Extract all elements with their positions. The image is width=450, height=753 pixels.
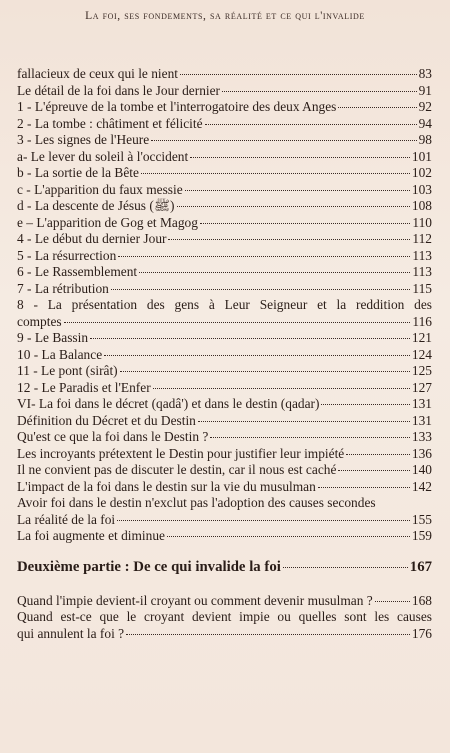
toc-entry <box>17 593 432 610</box>
toc-page-number: 168 <box>411 592 432 608</box>
toc-page-number: 110 <box>412 214 432 230</box>
toc-page-number: 131 <box>411 396 432 411</box>
toc-entry <box>17 281 432 298</box>
toc-page-number: 94 <box>418 115 432 131</box>
part-heading <box>17 559 432 577</box>
toc-entry-text: 1 - L'épreuve de la tombe et l'interrogatoire des deux Anges <box>17 99 337 114</box>
dot-leader <box>338 470 410 471</box>
toc-entry <box>17 512 432 529</box>
toc-entry-text: Qu'est ce que la foi dans le Destin ? <box>17 429 209 444</box>
dot-leader <box>151 140 416 141</box>
dot-leader <box>167 536 410 537</box>
toc-entry-text: Les incroyants prétextent le Destin pour justifier leur impiété <box>17 445 345 461</box>
toc-entry-text: 10 - La Balance <box>17 346 103 362</box>
dot-leader <box>185 190 410 191</box>
toc-entry-text: b - La sortie de la Bête <box>17 165 139 180</box>
toc-entry-text: 11 - Le pont (sirât) <box>17 363 118 378</box>
toc-page-number: 92 <box>418 99 432 114</box>
toc-page-number: 136 <box>411 445 432 461</box>
toc-entry-text: 9 - Le Bassin <box>17 330 89 345</box>
dot-leader <box>346 454 410 455</box>
toc-page-number: 108 <box>411 198 432 213</box>
toc-entry <box>17 380 432 397</box>
dot-leader <box>205 124 417 125</box>
dot-leader <box>64 322 411 323</box>
toc-entry-text: a- Le lever du soleil à l'occident <box>17 148 189 164</box>
dot-leader <box>104 355 410 356</box>
toc-entry-text: 7 - La rétribution <box>17 280 109 296</box>
toc-entry <box>17 528 432 545</box>
part-heading-text: Deuxième partie : De ce qui invalide la foi <box>17 558 281 575</box>
toc-page-number: 83 <box>418 66 432 81</box>
dot-leader <box>198 421 410 422</box>
toc-page-number: 101 <box>411 148 432 164</box>
toc-page-number: 121 <box>411 330 432 345</box>
toc-entry-text: 4 - Le début du dernier Jour <box>17 231 167 246</box>
toc-page-number: 112 <box>412 231 432 246</box>
toc-page-number: 115 <box>412 280 432 296</box>
toc-entry <box>17 231 432 248</box>
dot-leader <box>318 487 410 488</box>
toc-entry <box>17 264 432 281</box>
toc-entry <box>17 198 432 215</box>
toc-entry <box>17 479 432 496</box>
toc-entry <box>17 363 432 380</box>
toc-entry-text: VI- La foi dans le décret (qadâ') et dans le destin (qadar) <box>17 396 320 411</box>
toc-entry-text: La foi augmente et diminue <box>17 528 165 543</box>
dot-leader <box>90 338 410 339</box>
toc-entry <box>17 132 432 149</box>
dot-leader <box>141 173 410 174</box>
dot-leader <box>177 206 410 207</box>
toc-page-number: 91 <box>418 82 432 98</box>
toc-entry <box>17 297 432 330</box>
toc-entry-text: d - La descente de Jésus (ﷺ) <box>17 198 175 213</box>
dot-leader <box>118 256 410 257</box>
toc-entry-text: 12 - Le Paradis et l'Enfer <box>17 379 151 395</box>
toc-page-number: 127 <box>411 379 432 395</box>
toc-entry-text: La réalité de la foi <box>17 511 116 527</box>
toc-page-number: 98 <box>418 132 432 147</box>
toc-entry-text: 2 - La tombe : châtiment et félicité <box>17 115 203 131</box>
toc-entry-text: Le détail de la foi dans le Jour dernier <box>17 82 221 98</box>
toc-page-number: 159 <box>411 528 432 543</box>
toc-entry-text: Avoir foi dans le destin n'exclut pas l'adoption des causes secondes <box>17 495 376 510</box>
toc-entry-text: 6 - Le Rassemblement <box>17 264 138 279</box>
dot-leader <box>180 74 417 75</box>
dot-leader <box>190 157 410 158</box>
dot-leader <box>117 520 410 521</box>
toc-page-number: 113 <box>412 247 432 263</box>
dot-leader <box>321 404 409 405</box>
toc-entry <box>17 396 432 413</box>
dot-leader <box>126 634 410 635</box>
toc-page-number: 142 <box>411 478 432 494</box>
dot-leader <box>283 567 408 568</box>
toc-entry-text: L'impact de la foi dans le destin sur la vie du musulman <box>17 478 316 494</box>
toc-entry-text: 5 - La résurrection <box>17 247 117 263</box>
toc-page-number: 167 <box>409 558 432 575</box>
dot-leader <box>111 289 411 290</box>
dot-leader <box>375 601 410 602</box>
toc-entry <box>17 330 432 347</box>
toc-entry <box>17 347 432 364</box>
dot-leader <box>139 272 410 273</box>
toc-entry <box>17 116 432 133</box>
toc-entry <box>17 429 432 446</box>
toc-entry-text: fallacieux de ceux qui le nient <box>17 66 178 81</box>
running-header: La foi, ses fondements, sa réalité et ce qui l'invalide <box>85 10 365 22</box>
toc-entry-text: qui annulent la foi ? <box>17 625 125 641</box>
toc-entry <box>17 495 432 512</box>
dot-leader <box>210 437 410 438</box>
toc-page-number: 102 <box>411 165 432 180</box>
toc-entry <box>17 446 432 463</box>
toc-page-number: 125 <box>411 363 432 378</box>
toc-entry <box>17 182 432 199</box>
toc-entry-text: Quand l'impie devient-il croyant ou comment devenir musulman ? <box>17 592 373 608</box>
toc-page-number: 140 <box>411 462 432 477</box>
toc-entry <box>17 99 432 116</box>
toc-page-number: 131 <box>411 412 432 428</box>
toc-page-number: 133 <box>411 429 432 444</box>
toc-entry <box>17 149 432 166</box>
toc-entry <box>17 462 432 479</box>
toc-entry-text: 3 - Les signes de l'Heure <box>17 132 150 147</box>
toc-entry-text: 8 - La présentation des gens à Leur Seigneur et la reddition des <box>17 297 432 312</box>
toc-entry <box>17 609 432 642</box>
toc-page-number: 113 <box>412 264 432 279</box>
toc-page-number: 155 <box>411 511 432 527</box>
toc-entry <box>17 83 432 100</box>
toc-entry <box>17 248 432 265</box>
dot-leader <box>222 91 417 92</box>
dot-leader <box>200 223 411 224</box>
toc-entry <box>17 165 432 182</box>
dot-leader <box>120 371 410 372</box>
toc-entry-text: Il ne convient pas de discuter le destin, car il nous est caché <box>17 462 337 477</box>
toc-entry-text: c - L'apparition du faux messie <box>17 181 183 197</box>
toc-entry <box>17 215 432 232</box>
toc-entry <box>17 66 432 83</box>
toc-page-number: 103 <box>411 181 432 197</box>
toc-page-number: 116 <box>412 313 432 329</box>
toc-entry-text: Quand est-ce que le croyant devient impie ou quelles sont les causes <box>17 609 432 624</box>
toc-entry-text: Définition du Décret et du Destin <box>17 412 196 428</box>
toc-entry <box>17 413 432 430</box>
table-of-contents <box>17 66 432 642</box>
toc-page-number: 124 <box>411 346 432 362</box>
toc-page-number: 176 <box>411 625 432 641</box>
dot-leader <box>153 388 410 389</box>
dot-leader <box>338 107 416 108</box>
toc-entry-text: comptes <box>17 313 62 329</box>
toc-entry-text: e – L'apparition de Gog et Magog <box>17 214 198 230</box>
dot-leader <box>168 239 410 240</box>
